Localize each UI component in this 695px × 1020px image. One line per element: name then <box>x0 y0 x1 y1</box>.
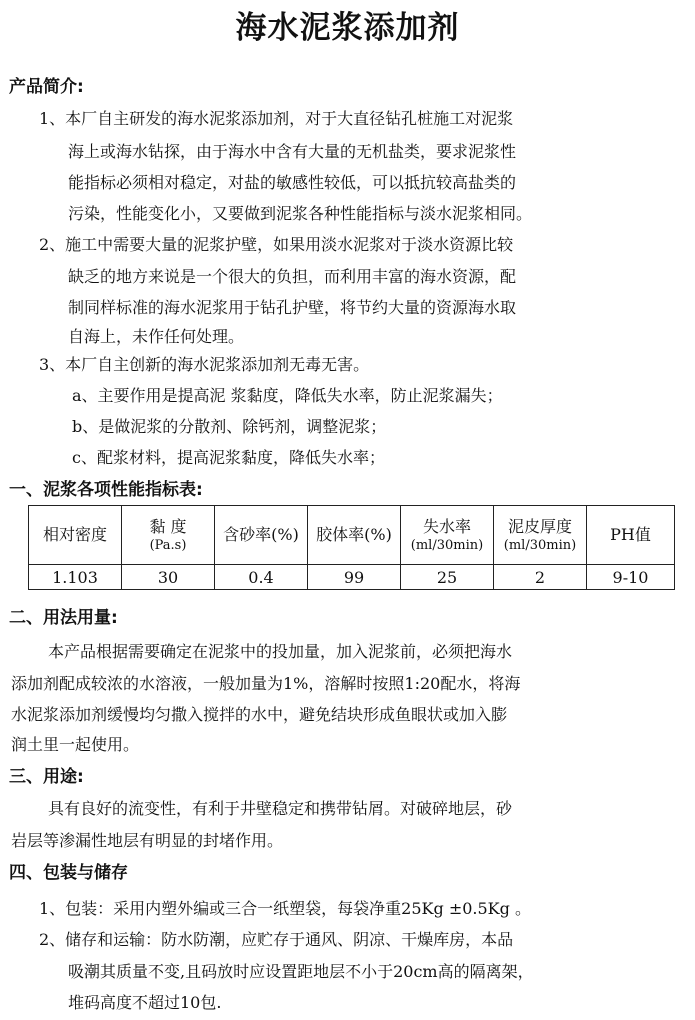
intro-line: 海上或海水钻探，由于海水中含有大量的无机盐类，要求泥浆性 <box>68 142 517 161</box>
table-header-cell: 泥皮厚度 (ml/30min) <box>494 506 587 565</box>
table-header-cell: 黏 度 (Pa.s) <box>122 506 215 565</box>
table-cell: 0.4 <box>215 565 308 590</box>
table-cell: 99 <box>308 565 401 590</box>
performance-table <box>28 505 675 590</box>
table-cell: 25 <box>401 565 494 590</box>
table-row <box>29 565 675 590</box>
intro-line: 缺乏的地方来说是一个很大的负担，而利用丰富的海水资源，配 <box>68 267 517 286</box>
intro-line: b、是做泥浆的分散剂、除钙剂，调整泥浆； <box>72 417 387 436</box>
intro-line: a、主要作用是提高泥 浆黏度，降低失水率，防止泥浆漏失； <box>72 386 503 405</box>
intro-heading: 产品简介: <box>9 77 84 97</box>
intro-line: 制同样标准的海水泥浆用于钻孔护壁，将节约大量的资源海水取 <box>68 298 517 317</box>
table-cell: 1.103 <box>29 565 122 590</box>
intro-line: 3、本厂自主创新的海水泥浆添加剂无毒无害。 <box>39 355 370 374</box>
intro-line: c、配浆材料，提高泥浆黏度，降低失水率； <box>72 448 385 467</box>
section3-line: 具有良好的流变性，有利于井壁稳定和携带钻屑。对破碎地层，砂 <box>48 799 513 818</box>
document-title: 海水泥浆添加剂 <box>235 10 460 46</box>
table-header-cell: 相对密度 <box>29 506 122 565</box>
section2-heading: 二、用法用量: <box>9 608 118 628</box>
section3-line: 岩层等渗漏性地层有明显的封堵作用。 <box>11 831 284 850</box>
table-header-cell: 含砂率(%) <box>215 506 308 565</box>
section4-line: 堆码高度不超过10包. <box>68 993 222 1012</box>
section2-line: 润土里一起使用。 <box>11 735 140 754</box>
table-header-row <box>29 506 675 565</box>
table-header-cell: 胶体率(%) <box>308 506 401 565</box>
table-header-cell: PH值 <box>587 506 675 565</box>
section2-line: 本产品根据需要确定在泥浆中的投加量，加入泥浆前，必须把海水 <box>48 642 513 661</box>
table-cell: 2 <box>494 565 587 590</box>
table-header-cell: 失水率 (ml/30min) <box>401 506 494 565</box>
section4-line: 2、储存和运输：防水防潮，应贮存于通风、阴凉、干燥库房，本品 <box>39 930 514 949</box>
intro-line: 污染，性能变化小，又要做到泥浆各种性能指标与淡水泥浆相同。 <box>68 204 533 223</box>
section2-line: 添加剂配成较浓的水溶液，一般加量为1%，溶解时按照1:20配水，将海 <box>11 674 521 693</box>
intro-line: 2、施工中需要大量的泥浆护壁，如果用淡水泥浆对于淡水资源比较 <box>39 235 514 254</box>
intro-line: 能指标必须相对稳定，对盐的敏感性较低，可以抵抗较高盐类的 <box>68 173 517 192</box>
intro-line: 1、本厂自主研发的海水泥浆添加剂，对于大直径钻孔桩施工对泥浆 <box>39 109 514 128</box>
table-cell: 30 <box>122 565 215 590</box>
section4-line: 1、包装：采用内塑外编或三合一纸塑袋，每袋净重25Kg ±0.5Kg 。 <box>39 899 531 918</box>
intro-line: 自海上，未作任何处理。 <box>68 327 245 346</box>
section4-line: 吸潮其质量不变,且码放时应设置距地层不小于20cm高的隔离架， <box>68 962 534 981</box>
section4-heading: 四、包装与储存 <box>9 863 128 883</box>
section3-heading: 三、用途: <box>9 767 84 787</box>
table-cell: 9-10 <box>587 565 675 590</box>
section2-line: 水泥浆添加剂缓慢均匀撒入搅拌的水中，避免结块形成鱼眼状或加入膨 <box>11 705 508 724</box>
section1-heading: 一、泥浆各项性能指标表: <box>9 480 203 500</box>
